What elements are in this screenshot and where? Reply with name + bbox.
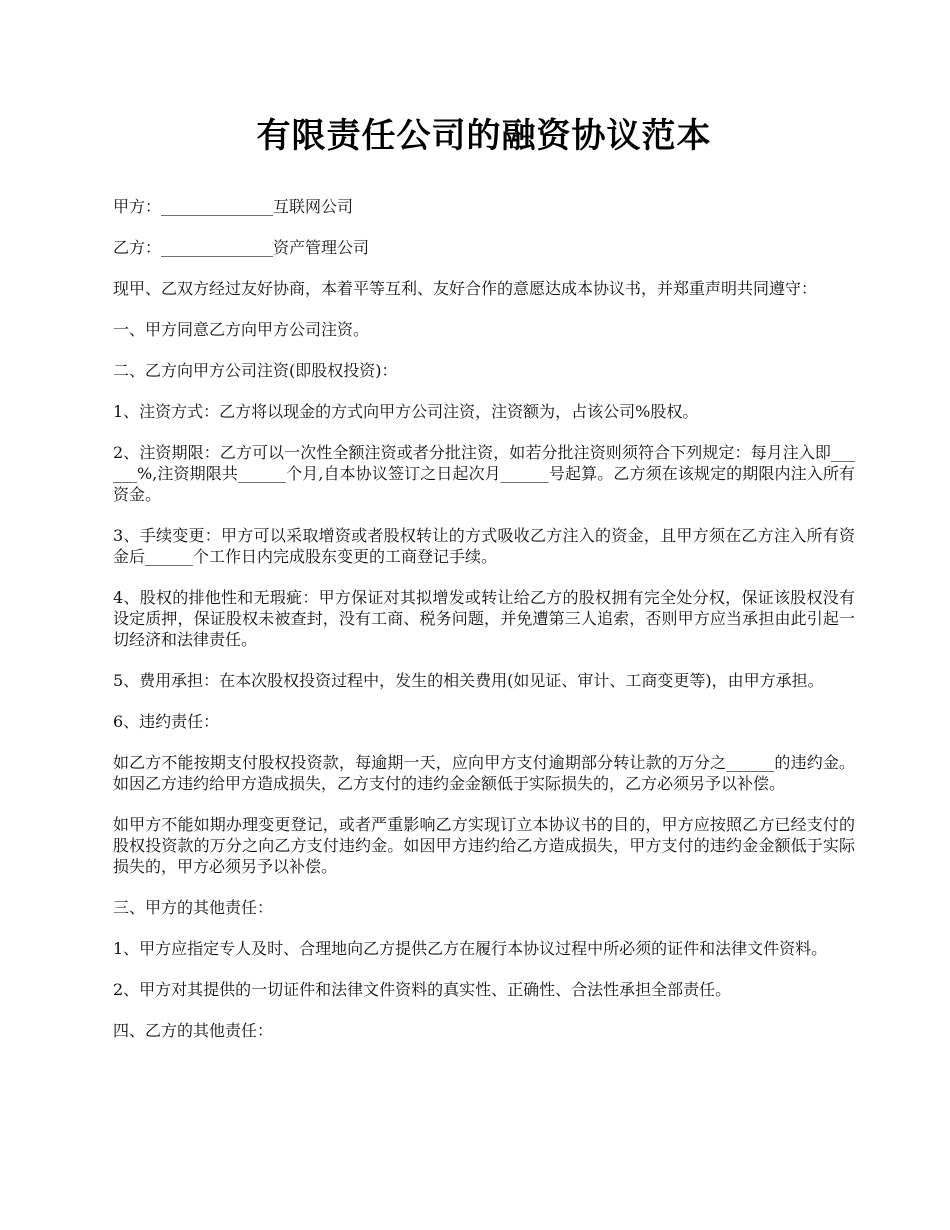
clause-2-3: 3、手续变更：甲方可以采取增资或者股权转让的方式吸收乙方注入的资金，且甲方须在乙方注入所有资金后______个工作日内完成股东变更的工商登记手续。 bbox=[113, 526, 855, 566]
breach-party-b-paragraph: 如乙方不能按期支付股权投资款，每逾期一天，应向甲方支付逾期部分转让款的万分之______的违约金。如因乙方违约给甲方造成损失，乙方支付的违约金金额低于实际损失的，乙方必须另予以补偿。 bbox=[113, 753, 855, 793]
document-page bbox=[113, 112, 855, 1061]
section-heading-4: 四、乙方的其他责任： bbox=[113, 1021, 274, 1040]
clause-2-1: 1、注资方式：乙方将以现金的方式向甲方公司注资，注资额为，占该公司%股权。 bbox=[113, 402, 699, 421]
section-heading-2: 二、乙方向甲方公司注资(即股权投资)： bbox=[113, 361, 398, 380]
party-a-line: 甲方：______________互联网公司 bbox=[113, 197, 354, 216]
preamble-paragraph: 现甲、乙双方经过友好协商，本着平等互利、友好合作的意愿达成本协议书，并郑重声明共同遵守： bbox=[113, 279, 818, 298]
section-heading-1: 一、甲方同意乙方向甲方公司注资。 bbox=[113, 320, 370, 339]
clause-2-2: 2、注资期限：乙方可以一次性全额注资或者分批注资，如若分批注资则须符合下列规定：每月注入即______%,注资期限共______个月,自本协议签订之日起次月______号起算。乙方须在该规定的期限内注入所有资金。 bbox=[113, 443, 855, 504]
document-title: 有限责任公司的融资协议范本 bbox=[256, 116, 712, 156]
breach-party-a-paragraph: 如甲方不能如期办理变更登记，或者严重影响乙方实现订立本协议书的目的，甲方应按照乙方已经支付的股权投资款的万分之向乙方支付违约金。如因甲方违约给乙方造成损失，甲方支付的违约金金额低于实际损失的，甲方必须另予以补偿。 bbox=[113, 815, 855, 876]
clause-3-1: 1、甲方应指定专人及时、合理地向乙方提供乙方在履行本协议过程中所必须的证件和法律文件资料。 bbox=[113, 939, 828, 958]
clause-2-6-heading: 6、违约责任： bbox=[113, 712, 220, 731]
clause-2-4: 4、股权的排他性和无瑕疵：甲方保证对其拟增发或转让给乙方的股权拥有完全处分权，保证该股权没有设定质押，保证股权未被查封，没有工商、税务问题，并免遭第三人追索，否则甲方应当承担由此引起一切经济和法律责任。 bbox=[113, 588, 855, 649]
party-b-line: 乙方：______________资产管理公司 bbox=[113, 238, 370, 257]
section-heading-3: 三、甲方的其他责任： bbox=[113, 898, 274, 917]
clause-2-5: 5、费用承担：在本次股权投资过程中，发生的相关费用(如见证、审计、工商变更等)，由甲方承担。 bbox=[113, 671, 824, 690]
clause-3-2: 2、甲方对其提供的一切证件和法律文件资料的真实性、正确性、合法性承担全部责任。 bbox=[113, 980, 732, 999]
